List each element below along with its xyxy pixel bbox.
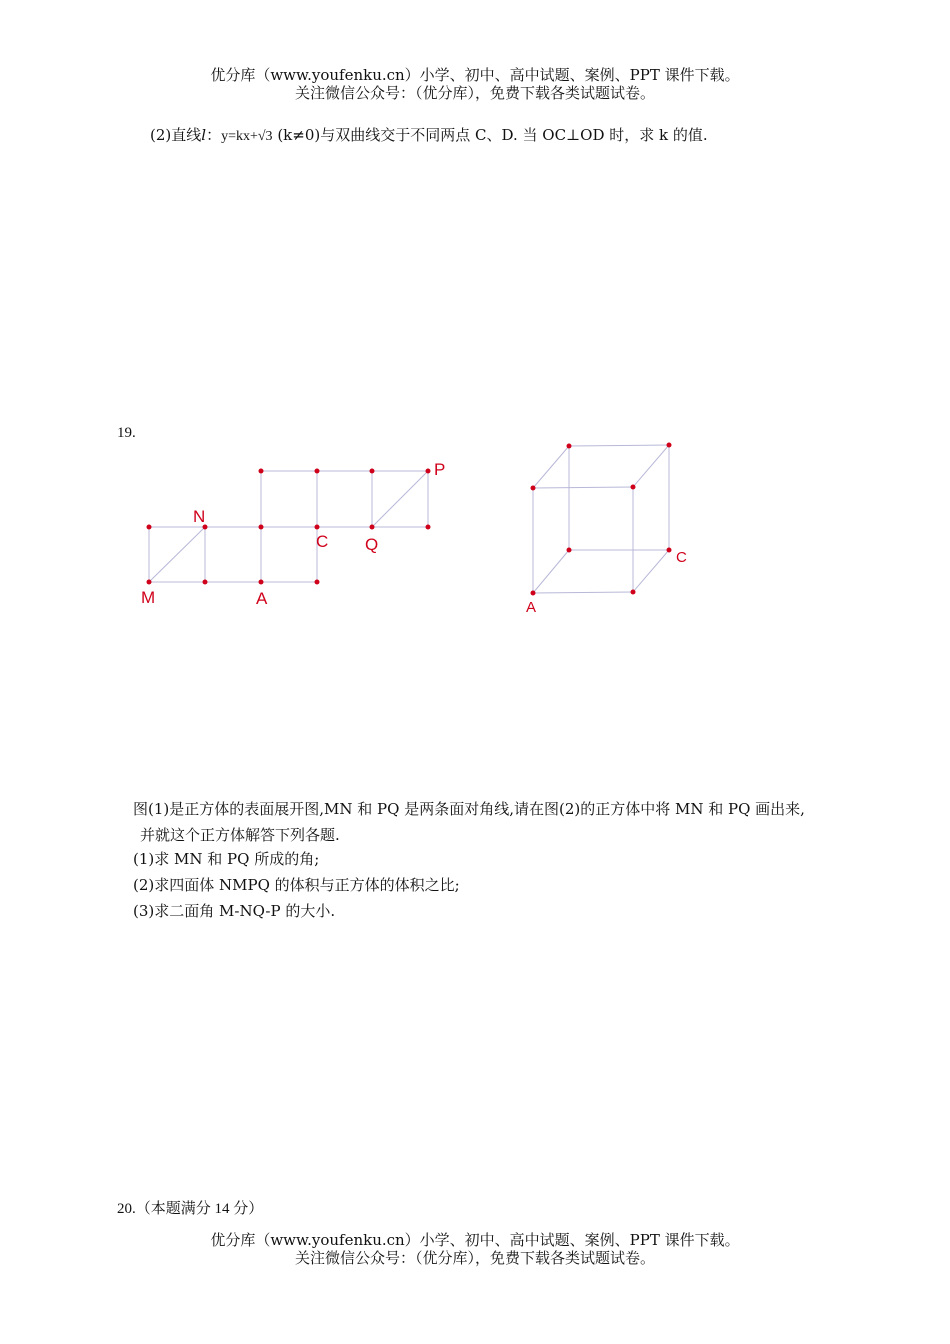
line-symbol-l: l [201, 126, 207, 144]
label-A: A [256, 589, 268, 608]
figure-1-cube-net [149, 471, 428, 582]
cube-edge [633, 445, 669, 487]
q19-text-line-2: 并就这个正方体解答下列各题. [140, 826, 340, 844]
vertex-dot [370, 469, 375, 474]
figure-2-points [531, 443, 672, 596]
question-19-number: 19. [117, 425, 136, 441]
footer-line-1: 优分库（www.youfenku.cn）小学、初中、高中试题、案例、PPT 课件下载。 [210, 1231, 740, 1249]
q18-colon: ： [206, 126, 222, 144]
label-M: M [141, 588, 156, 607]
vertex-dot [531, 486, 536, 491]
vertex-A-dot [531, 591, 536, 596]
cube-edge [533, 446, 569, 488]
vertex-C-dot [315, 525, 320, 530]
q18-sqrt: √3 [257, 129, 273, 144]
cube-edge [533, 487, 633, 488]
vertex-Q-dot [370, 525, 375, 530]
vertex-dot [426, 525, 431, 530]
question-20-heading: 20.（本题满分 14 分） [117, 1201, 264, 1217]
vertex-dot [147, 525, 152, 530]
cube-edge [569, 445, 669, 446]
figure-2-labels [526, 549, 687, 616]
figure-1-labels [141, 460, 445, 608]
header-line-1: 优分库（www.youfenku.cn）小学、初中、高中试题、案例、PPT 课件下载。 [210, 66, 740, 84]
label-A: A [526, 599, 537, 616]
vertex-dot [315, 580, 320, 585]
q18-prefix: (2)直线 [150, 126, 202, 144]
vertex-dot [631, 590, 636, 595]
q18-equation: y=kx+ [221, 129, 258, 144]
figure-2-cube [533, 445, 669, 593]
vertex-dot [667, 443, 672, 448]
label-C: C [676, 549, 687, 566]
label-C: C [316, 532, 329, 551]
label-N: N [193, 507, 206, 526]
vertex-dot [259, 525, 264, 530]
page-footer [0, 1231, 950, 1267]
q19-item-1: (1)求 MN 和 PQ 所成的角; [133, 850, 320, 868]
cube-edge [633, 550, 669, 592]
vertex-A-dot [259, 580, 264, 585]
diagonal-PQ [372, 471, 428, 527]
vertex-C-dot [667, 548, 672, 553]
label-P: P [434, 460, 446, 479]
vertex-M-dot [147, 580, 152, 585]
q19-item-2: (2)求四面体 NMPQ 的体积与正方体的体积之比; [133, 876, 460, 894]
label-Q: Q [365, 535, 379, 554]
vertex-dot [315, 469, 320, 474]
cube-edge [533, 550, 569, 593]
diagonal-MN [149, 527, 205, 582]
q19-item-3: (3)求二面角 M-NQ-P 的大小. [133, 902, 336, 920]
vertex-dot [259, 469, 264, 474]
vertex-dot [567, 444, 572, 449]
vertex-dot [631, 485, 636, 490]
vertex-dot [567, 548, 572, 553]
footer-line-2: 关注微信公众号：（优分库），免费下载各类试题试卷。 [294, 1249, 655, 1267]
vertex-P-dot [426, 469, 431, 474]
cube-edge [533, 592, 633, 593]
header-line-2: 关注微信公众号：（优分库），免费下载各类试题试卷。 [294, 84, 655, 102]
vertex-dot [203, 580, 208, 585]
q19-text-line-1: 图(1)是正方体的表面展开图,MN 和 PQ 是两条面对角线,请在图(2)的正方体中将 MN 和 PQ 画出来, [133, 800, 805, 818]
q18-rest: (k≠0)与双曲线交于不同两点 C、D. 当 OC⊥OD 时，求 k 的值. [272, 126, 708, 144]
